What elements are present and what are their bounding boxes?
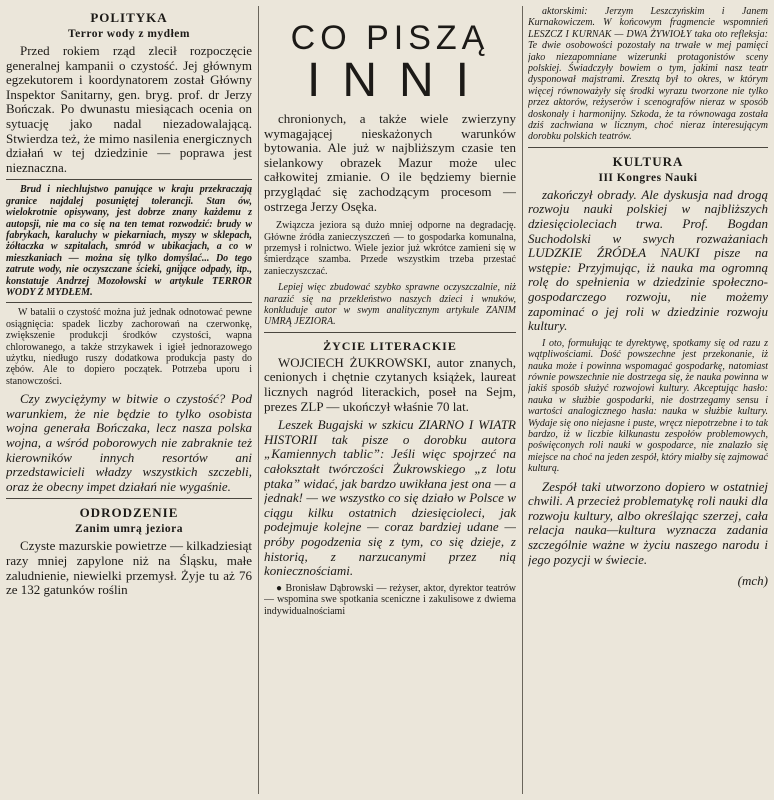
column-3 bbox=[528, 0, 768, 800]
column-2 bbox=[264, 0, 516, 800]
quoted-paragraph: Lepiej więc zbudować szybko sprawne oczyszczalnie, niż narazić się na przekleństwo naszych dzieci i wnuków, konkluduje autor w swym analitycznym artykule ZANIM UMRĄ JEZIORA. bbox=[264, 282, 516, 328]
column-rule bbox=[522, 6, 523, 794]
quoted-paragraph: aktorskimi: Jerzym Leszczyńskim i Janem Kurnakowiczem. W końcowym fragmencie wspomnień LESZCZ I KURNAK — DWA ŻYWIOŁY taka oto refleksja: Te dwie osobowości pozostały na trwałe w mej pamięci jako niezapomniane wizerunki protagonistów sceny polskiej. Świadczyły bowiem o tym, jakimi nasz teatr dysponował majstrami. Zresztą był to okres, w którym więcej równoważyły się środki wyrazu tworzone nie tylko przez aktorów, reżyserów i scenografów nieraz w sposób doskonały i harmonijny. Szkoda, że ta równowaga została dziś zachwiana w licznym, choć nieraz interesującym dorobku polskich teatrów. bbox=[528, 6, 768, 143]
article-title-kongres: III Kongres Nauki bbox=[598, 171, 698, 184]
signature: (mch) bbox=[737, 573, 768, 589]
article-paragraph: chronionych, a także wiele zwierzyny wymagającej nieskażonych warunków bytowania. Ale już w najbliższym czasie ten sielankowy obrazek Mazur może ulec całkowitej zmianie. O ile będziemy biernie przyglądać się zachodzącym procesom — ostrzega Jerzy Osęka. bbox=[264, 111, 516, 214]
article-title-jeziora: Zanim umrą jeziora bbox=[74, 523, 183, 536]
divider bbox=[528, 147, 768, 148]
masthead bbox=[264, 20, 516, 106]
quoted-paragraph: Brud i niechlujstwo panujące w kraju przekraczają granice najdalej posuniętej tolerancji. Stan ów, wielokrotnie opisywany, jest dobrze znany każdemu z autopsji, nie ma co się na ten temat rozwodzić: brudy w fabrykach, karaluchy w piekarniach, myszy w sklepach, żółtaczka w szpitalach, smród w ubikacjach, a co w mieszkaniach — można się tylko domyślać... Do tego zatrute wody, nie oczyszczane ścieki, gnijące odpady, itp., konstatuje Andrzej Mozołowski w artykule TERROR WODY Z MYDŁEM. bbox=[6, 184, 252, 298]
section-heading-zycie-literackie: ŻYCIE LITERACKIE bbox=[323, 338, 457, 353]
article-paragraph: ● Bronisław Dąbrowski — reżyser, aktor, dyrektor teatrów — wspomina swe spotkania sceniczne i zakulisowe z dwiema indywidualnościami bbox=[264, 582, 516, 617]
section-heading-polityka: POLITYKA bbox=[90, 10, 168, 25]
article-paragraph: zakończył obrady. Ale dyskusja nad drogą rozwoju nauki polskiej w najbliższych dziesięcioleciach trwa. Prof. Bogdan Suchodolski w swych rozważaniach LUDZKIE ŹRÓDŁA NAUKI pisze na wstępie: Przyjmując, iż nauka ma ogromną rolę do spełnienia w dziedzinie społeczno-gospodarczego rozwoju, nie możemy zapominać o jej roli w dziedzinie rozwoju kultury. bbox=[528, 186, 768, 334]
article-paragraph: Czyste mazurskie powietrze — kilkadziesiąt razy mniej zapylone niż na Śląsku, małe zaludnienie, niewielki przemysł. Żyje tu aż 76 ze 132 gatunków roślin bbox=[6, 538, 252, 598]
masthead-line-1: CO PISZĄ bbox=[290, 19, 490, 57]
article-title-terror: Terror wody z mydłem bbox=[68, 28, 190, 40]
article-paragraph: Związcza jeziora są dużo mniej odporne na degradację. Główne źródła zanieczyszczeń — to gospodarka komunalna, przemysł i rolnictwo. Wiele jezior już wkrótce zamieni się w śmierdzące szamba. Przede wszystkim trzeba przestać zanieczyszczać. bbox=[264, 220, 516, 277]
article-paragraph: Przed rokiem rząd zlecił rozpoczęcie generalnej kampanii o czystość. Jej głównym egzekutorem i koordynatorem został Główny Inspektor Sanitarny, gen. bryg. prof. dr Jerzy Bończak. Po dwunastu miesiącach ocenia on sytuację jako nadal niezadowalającą. Stwierdza też, że mimo nasilenia energicznych działań w tej dziedzinie — poprawa jest nieznaczna. bbox=[6, 43, 252, 175]
article-paragraph: Czy zwyciężymy w bitwie o czystość? Pod warunkiem, że nie będzie to tylko osobista wojna generała Bończaka, lecz nasza polska wojna, a wśród poborowych nie zabraknie też kierowników innych resortów ani przedstawicieli władzy wszystkich szczebli, oraz że obecny impet działań nie wygaśnie. bbox=[6, 391, 252, 494]
article-paragraph: WOJCIECH ŻUKROWSKI, autor znanych, cenionych i chętnie czytanych książek, laureat licznych nagród literackich, poseł na Sejm, prezes ZLP — ukończył właśnie 70 lat. bbox=[264, 354, 516, 414]
divider bbox=[6, 498, 252, 499]
section-heading-kultura: KULTURA bbox=[612, 153, 684, 169]
divider bbox=[6, 302, 252, 303]
divider bbox=[6, 179, 252, 180]
masthead-line-2: INNI bbox=[307, 54, 491, 107]
quoted-paragraph: I oto, formułując te dyrektywę, spotkamy się od razu z wątpliwościami. Dość powszechne jest przekonanie, iż nauka może i powinna wspomagać gospodarkę, natomiast równie powszechnie nie dostrzega się, że nauka powinna w jakiś sposób służyć rozwojowi kultury. Akceptując hasło: nauka w służbie gospodarki, nie dostrzegamy sensu i wartości analogicznego hasła: nauka w służbie kultury. Wydaje się ono niejasne i puste, wręcz niepotrzebne i to tak bardzo, iż w liczbie kilkunastu zespołów problemowych, poświęconych roli nauki w gospodarce, nie znalazło się miejsce na choć na jeden zespół, który miałby się zajmować kulturą. bbox=[528, 337, 768, 475]
article-paragraph: Zespół taki utworzono dopiero w ostatniej chwili. A przecież problematykę roli nauki dla rozwoju kultury, albo określając szerzej, cała relacja nauka—kultura wyznacza zadania szczególnie ważne w życiu naszego narodu i jego pozycji w świecie. bbox=[528, 478, 768, 567]
column-1 bbox=[6, 0, 252, 800]
section-heading-odrodzenie: ODRODZENIE bbox=[79, 505, 179, 521]
divider bbox=[264, 332, 516, 333]
article-paragraph: Leszek Bugajski w szkicu ZIARNO I WIATR HISTORII tak pisze o dorobku autora „Kamiennych tablic”: Jeśli więc spojrzeć na całokształt twórczości Żukrowskiego „z lotu ptaka” widać, jak bardzo uwikłana jest ona — a jednak! — we wszystko co się działo w Polsce w ciągu kilku ostatnich dziesięcioleci, jak podejmuje kolejne — coraz bardziej udane — próby pogodzenia się z tym, co się dzieje, z historią, z narzucanymi przez nią koniecznościami. bbox=[264, 417, 516, 579]
column-rule bbox=[258, 6, 259, 794]
article-paragraph: W batalii o czystość można już jednak odnotować pewne osiągnięcia: spadek liczby zachorowań na czerwonkę, zwiększenie produkcji środków czystości, wapna chlorowanego, a także strzykawek i igieł jednorazowego użytku, niedługo ruszy dodatkowa produkcja pasty do zębów. Ale to dopiero początek. Potrzeba uporu i stanowczości. bbox=[6, 307, 252, 387]
